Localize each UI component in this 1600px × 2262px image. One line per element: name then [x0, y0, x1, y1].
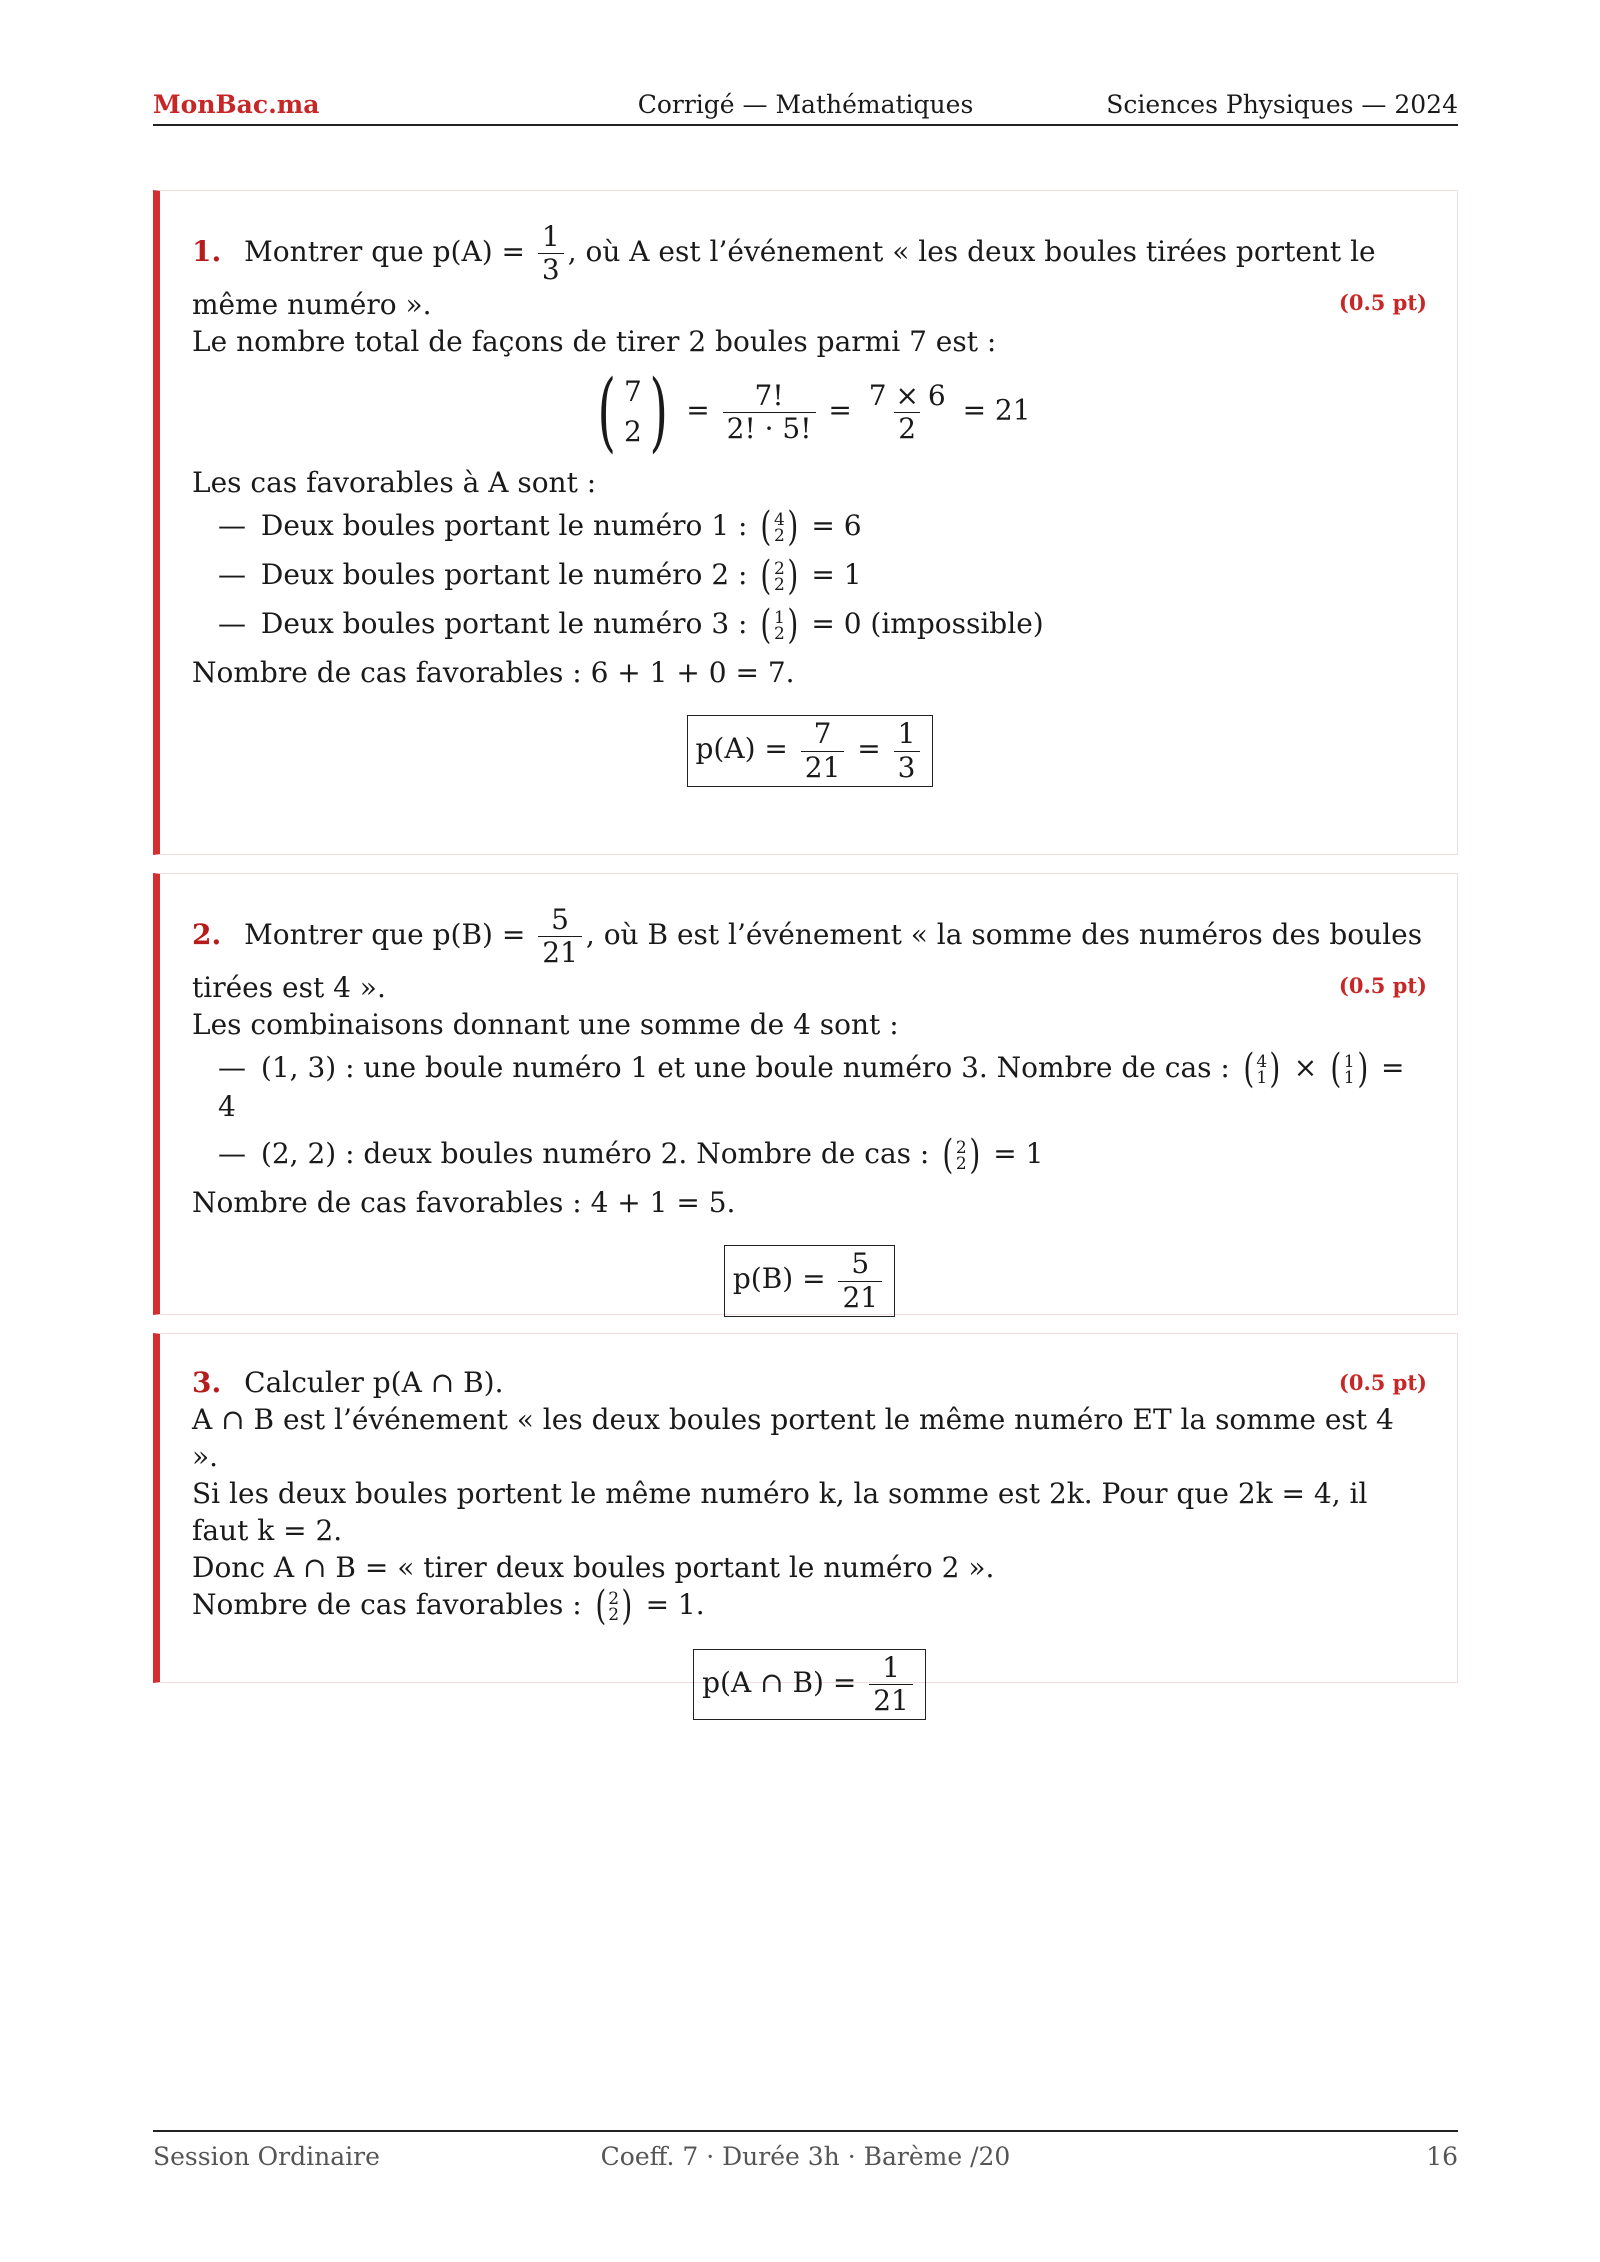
- page-footer: [153, 2130, 1458, 2171]
- question-number: 1.: [192, 235, 222, 269]
- prompt-text: Calculer p(A ∩ B).: [244, 1366, 504, 1399]
- fraction: $\frac{1}{3}$: [538, 221, 564, 286]
- prompt-text: Montrer que p(B) =: [244, 918, 526, 952]
- intro-text: Le nombre total de façons de tirer 2 boules parmi 7 est :: [192, 325, 997, 359]
- boxed-result: p(B) = $\frac{5}{21}$: [724, 1245, 895, 1316]
- favorable-count: Nombre de cas favorables : 4 + 1 = 5.: [192, 1186, 736, 1220]
- footer-session: Session Ordinaire: [153, 2142, 380, 2171]
- question-card-2: [153, 873, 1458, 1315]
- question-card-3: [153, 1333, 1458, 1718]
- brand-logo-text: MonBac.ma: [153, 90, 320, 119]
- header-title: Corrigé — Mathématiques: [637, 90, 974, 119]
- favorable-list: [192, 504, 1427, 649]
- list-item: — Deux boules portant le numéro 1 : ( 4 2 ) = 6: [218, 507, 1427, 546]
- footer-info: Coeff. 7 · Durée 3h · Barème /20: [600, 2142, 1011, 2171]
- question-card-1: [153, 190, 1458, 855]
- intro-text: Les combinaisons donnant une somme de 4 sont :: [192, 1008, 899, 1042]
- total-value: = 21: [962, 393, 1031, 427]
- points-badge: (0.5 pt): [1338, 290, 1427, 316]
- prompt-text: Montrer que p(A) =: [244, 235, 525, 269]
- prompt-text-cont: , où B est l’événement « la somme des numéros des boules tirées est 4 ».: [192, 918, 1423, 1005]
- question-2-prompt: [192, 904, 1427, 1006]
- page-header: [153, 88, 1458, 126]
- list-item: — (1, 3) : une boule numéro 1 et une boule numéro 3. Nombre de cas : ( 4 1 ) × ( 1 1 ) = 4: [218, 1049, 1427, 1125]
- favorable-count: Nombre de cas favorables : 6 + 1 + 0 = 7.: [192, 656, 795, 690]
- fraction: $\frac{7 \times 6}{2}$: [868, 378, 946, 445]
- page-number: 16: [1426, 2142, 1458, 2171]
- header-subject: Sciences Physiques — 2024: [1106, 90, 1458, 119]
- prompt-text-cont: , où A est l’événement « les deux boules tirées portent le même numéro ».: [192, 235, 1376, 322]
- question-number: 3.: [192, 1366, 222, 1399]
- list-item: — (2, 2) : deux boules numéro 2. Nombre de cas : ( 2 2 ) = 1: [218, 1135, 1427, 1174]
- question-number: 2.: [192, 918, 222, 952]
- boxed-result: p(A ∩ B) = $\frac{1}{21}$: [693, 1649, 926, 1720]
- binomial: ( 7 2 ): [597, 361, 668, 462]
- points-badge: (0.5 pt): [1338, 1370, 1427, 1395]
- explanation-line: Si les deux boules portent le même numéro k, la somme est 2k. Pour que 2k = 4, il faut k = 2.: [192, 1477, 1368, 1547]
- boxed-result: p(A) = $\frac{7}{21}$ = $\frac{1}{3}$: [687, 715, 933, 786]
- fraction: $\frac{5}{21}$: [538, 904, 582, 969]
- list-item: — Deux boules portant le numéro 2 : ( 2 2 ) = 1: [218, 556, 1427, 595]
- explanation-line: A ∩ B est l’événement « les deux boules portent le même numéro ET la somme est 4 ».: [192, 1403, 1394, 1473]
- result-display: [192, 1649, 1427, 1720]
- question-3-prompt: [192, 1364, 1427, 1401]
- fraction: $\frac{7!}{2! \cdot 5!}$: [723, 380, 816, 445]
- explanation-line: Donc A ∩ B = « tirer deux boules portant le numéro 2 ».: [192, 1551, 995, 1584]
- combination-list: [192, 1046, 1427, 1179]
- favorable-count: Nombre de cas favorables : ( 2 2 ) = 1.: [192, 1583, 705, 1629]
- binomial-computation: ( 7 2 ) = $\frac{7!}{2! \cdot 5!}$ = $\frac{7 \times 6}{2}$ = 21: [192, 372, 1427, 452]
- favorable-intro: Les cas favorables à A sont :: [192, 466, 597, 500]
- points-badge: (0.5 pt): [1338, 973, 1427, 999]
- list-item: — Deux boules portant le numéro 3 : ( 1 2 ) = 0 (impossible): [218, 605, 1427, 644]
- result-display: [192, 715, 1427, 786]
- result-display: [192, 1245, 1427, 1316]
- question-1-prompt: [192, 221, 1427, 323]
